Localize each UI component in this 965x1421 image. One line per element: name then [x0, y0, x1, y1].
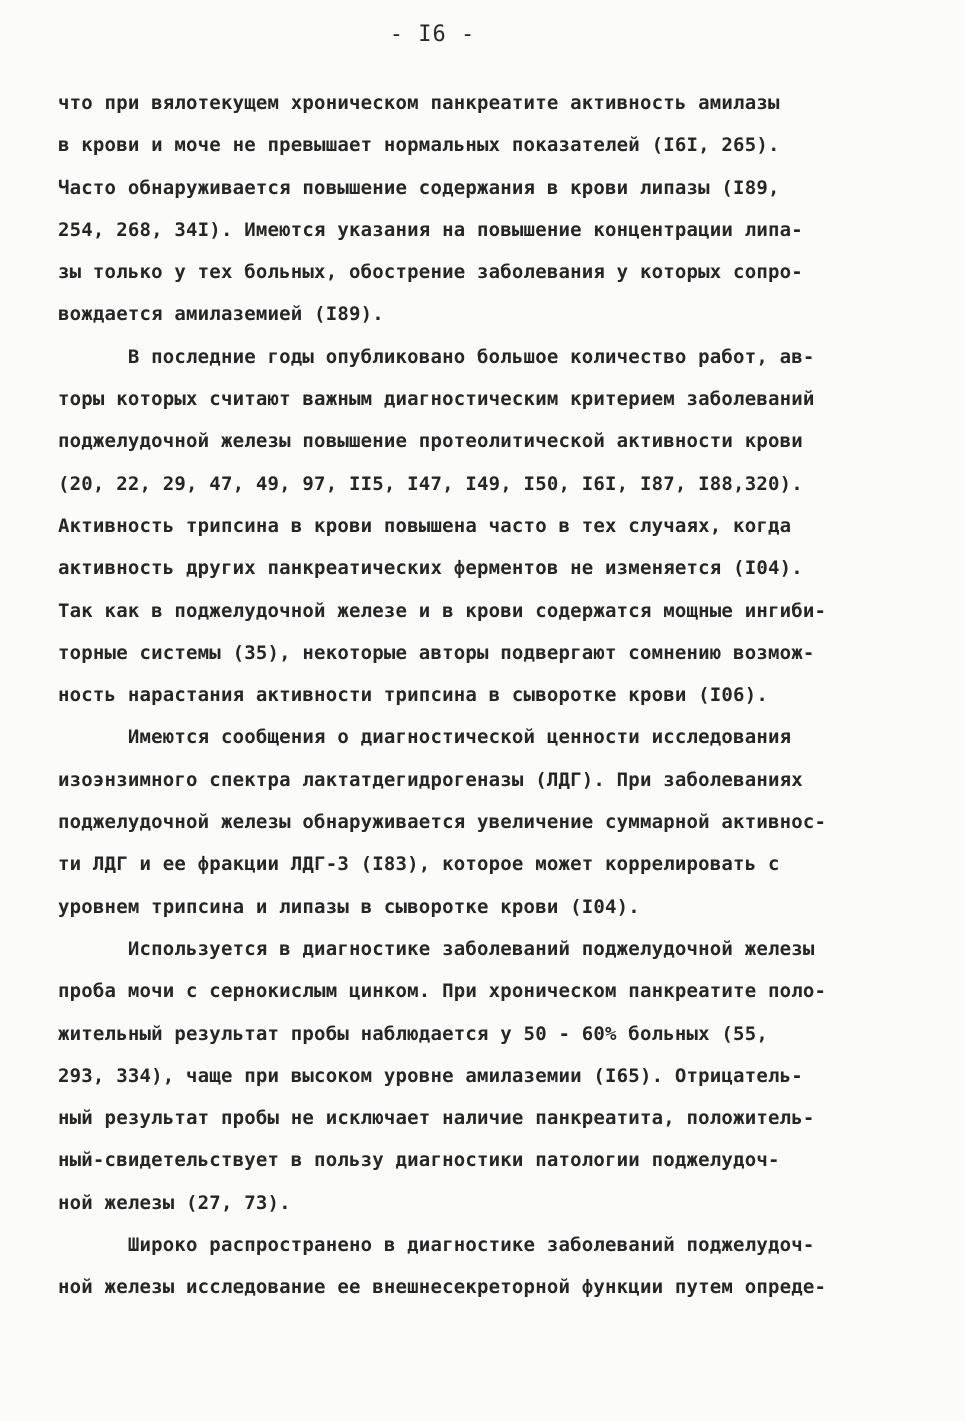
- text-line: что при вялотекущем хроническом панкреатите активность амилазы: [58, 92, 780, 114]
- text-line: в крови и моче не превышает нормальных показателей (I6I, 265).: [58, 134, 780, 157]
- text-line: Часто обнаруживается повышение содержания в крови липазы (I89,: [58, 176, 780, 199]
- text-line: ной железы исследование ее внешнесекреторной функции путем опреде-: [58, 1276, 827, 1299]
- text-line: поджелудочной железы повышение протеолитической активности крови: [58, 430, 803, 453]
- text-line: активность других панкреатических ферментов не изменяется (I04).: [58, 557, 803, 580]
- text-line: 293, 334), чаще при высоком уровне амилаземии (I65). Отрицатель-: [58, 1064, 803, 1087]
- text-line: ный-свидетельствует в пользу диагностики патологии поджелудоч-: [58, 1149, 780, 1172]
- text-line: торные системы (35), некоторые авторы подвергают сомнению возмож-: [58, 641, 815, 664]
- text-line: ной железы (27, 73).: [58, 1191, 291, 1214]
- text-line: ти ЛДГ и ее фракции ЛДГ-3 (I83), которое может коррелировать с: [58, 853, 780, 876]
- text-line: жительный результат пробы наблюдается у 50 - 60% больных (55,: [58, 1022, 768, 1045]
- text-line: вождается амилаземией (I89).: [58, 303, 384, 326]
- text-line: ный результат пробы не исключает наличие панкреатита, положитель-: [58, 1107, 815, 1130]
- text-line: Используется в диагностике заболеваний поджелудочной железы: [58, 937, 815, 960]
- text-line: зы только у тех больных, обострение заболевания у которых сопро-: [58, 261, 803, 284]
- text-line: ность нарастания активности трипсина в сыворотке крови (I06).: [58, 684, 768, 707]
- text-line: 254, 268, 34I). Имеются указания на повышение концентрации липа-: [58, 218, 803, 241]
- text-line: В последние годы опубликовано большое количество работ, ав-: [58, 345, 815, 368]
- text-line: Широко распространено в диагностике заболеваний поджелудоч-: [58, 1234, 815, 1257]
- text-line: Активность трипсина в крови повышена часто в тех случаях, когда: [58, 514, 792, 537]
- text-line: Так как в поджелудочной железе и в крови содержатся мощные ингиби-: [58, 599, 827, 622]
- text-line: Имеются сообщения о диагностической ценности исследования: [58, 726, 792, 749]
- page-number: - I6 -: [389, 22, 476, 47]
- text-line: торы которых считают важным диагностическим критерием заболеваний: [58, 388, 815, 411]
- body-text: [58, 82, 918, 1309]
- text-line: уровнем трипсина и липазы в сыворотке крови (I04).: [58, 895, 640, 918]
- text-line: изоэнзимного спектра лактатдегидрогеназы (ЛДГ). При заболеваниях: [58, 768, 803, 791]
- text-line: проба мочи с сернокислым цинком. При хроническом панкреатите поло-: [58, 980, 827, 1003]
- text-line: поджелудочной железы обнаруживается увеличение суммарной активнос-: [58, 811, 827, 834]
- text-line: (20, 22, 29, 47, 49, 97, II5, I47, I49, I50, I6I, I87, I88,320).: [58, 472, 803, 495]
